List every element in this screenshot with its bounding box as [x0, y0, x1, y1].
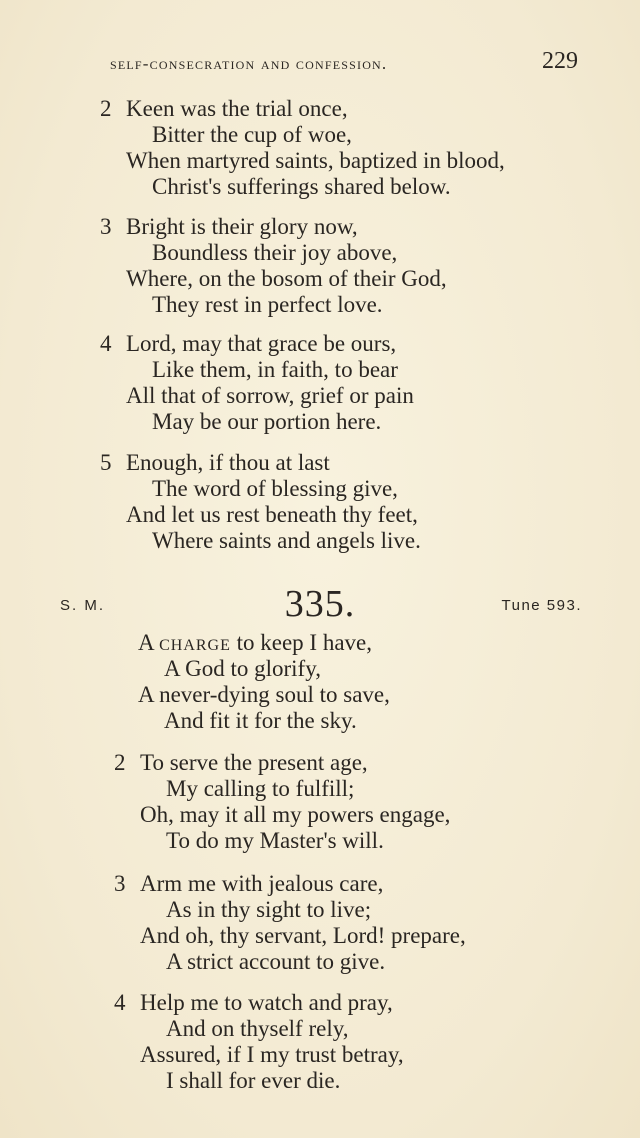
verse-line: To do my Master's will.: [166, 828, 384, 853]
hymn-number: 335.: [284, 583, 356, 625]
prev-hymn-stanza-3: [100, 214, 447, 318]
verse-line: A strict account to give.: [166, 949, 386, 974]
stanza-number: 2: [114, 750, 126, 775]
verse-line: As in thy sight to live;: [166, 897, 372, 922]
verse-line: Oh, may it all my powers engage,: [140, 802, 451, 827]
hymn-stanza-4: [114, 990, 404, 1094]
verse-line: 5 Enough, if thou at last: [100, 450, 330, 475]
running-title: self-consecration and confession.: [110, 54, 388, 73]
verse-line: Assured, if I my trust betray,: [140, 1042, 404, 1067]
prev-hymn-stanza-5: [100, 450, 421, 554]
stanza-number: 3: [114, 871, 126, 896]
stanza-number: 2: [100, 96, 112, 121]
verse-line: 2 To serve the present age,: [114, 750, 368, 775]
first-line-smallcaps-word: charge: [159, 630, 231, 655]
verse-line: They rest in perfect love.: [152, 292, 383, 317]
verse-line: Like them, in faith, to bear: [152, 357, 398, 382]
verse-line: 4 Help me to watch and pray,: [114, 990, 393, 1015]
verse-line: Boundless their joy above,: [152, 240, 398, 265]
stanza-number: 5: [100, 450, 112, 475]
first-line: [138, 630, 372, 655]
verse-line: Bitter the cup of woe,: [152, 122, 352, 147]
verse-line: And on thyself rely,: [166, 1016, 349, 1041]
verse-line: When martyred saints, baptized in blood,: [126, 148, 505, 173]
meter-label: S. M.: [60, 597, 106, 614]
verse-line: And let us rest beneath thy feet,: [126, 502, 418, 527]
verse-line: And fit it for the sky.: [164, 708, 357, 733]
verse-line: 3 Bright is their glory now,: [100, 214, 358, 239]
verse-line: 4 Lord, may that grace be ours,: [100, 331, 397, 356]
first-line-article: A: [138, 630, 160, 655]
hymn-stanza-3: [114, 871, 466, 975]
stanza-number: 4: [100, 331, 112, 356]
verse-line: A never-dying soul to save,: [138, 682, 390, 707]
verse-line: All that of sorrow, grief or pain: [126, 383, 414, 408]
verse-line: And oh, thy servant, Lord! prepare,: [140, 923, 466, 948]
verse-line: 2 Keen was the trial once,: [100, 96, 348, 121]
verse-line: I shall for ever die.: [166, 1068, 341, 1093]
prev-hymn-stanza-2: [100, 96, 505, 200]
verse-line: My calling to fulfill;: [166, 776, 355, 801]
verse-line: Where, on the bosom of their God,: [126, 266, 447, 291]
tune-label: Tune 593.: [501, 597, 582, 614]
verse-line: 3 Arm me with jealous care,: [114, 871, 384, 896]
hymn-stanza-2: [114, 750, 450, 854]
page-header: [0, 48, 640, 78]
verse-line: [138, 630, 390, 656]
verse-line: A God to glorify,: [164, 656, 321, 681]
verse-line: Christ's sufferings shared below.: [152, 174, 451, 199]
hymn-stanza-1: [138, 630, 390, 734]
prev-hymn-stanza-4: [100, 331, 414, 435]
hymn-heading: [0, 582, 640, 625]
stanza-number: 3: [100, 214, 112, 239]
verse-line: The word of blessing give,: [152, 476, 398, 501]
page-number: 229: [542, 48, 578, 74]
first-line-rest: to keep I have,: [230, 630, 373, 655]
stanza-number: 4: [114, 990, 126, 1015]
verse-line: Where saints and angels live.: [152, 528, 421, 553]
verse-line: May be our portion here.: [152, 409, 382, 434]
